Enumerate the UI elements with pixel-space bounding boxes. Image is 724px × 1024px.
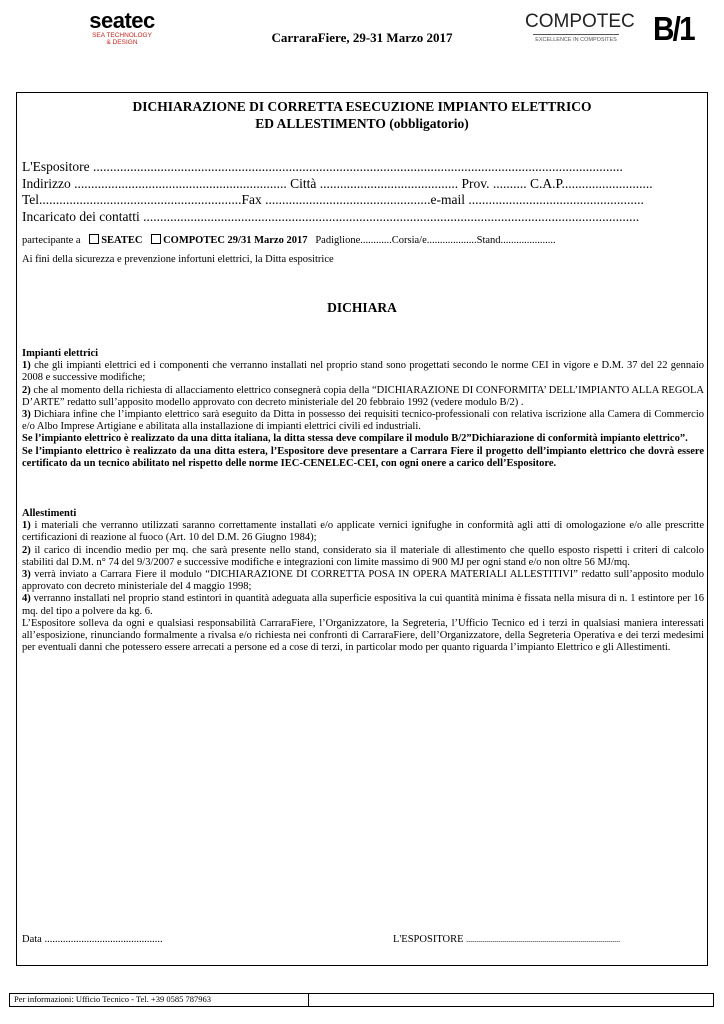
compotec-logo bbox=[525, 11, 635, 43]
allestimenti-section bbox=[22, 508, 704, 654]
item-number: 4) bbox=[22, 593, 31, 605]
item-number: 1) bbox=[22, 360, 31, 372]
item-number: 2) bbox=[22, 544, 31, 556]
impianti-foreign-note: Se l’impianto elettrico è realizzato da una ditta estera, l’Espositore deve presentare a Carrara Fiere il progetto dell’impianto elettrico che dovrà essere certificato da un tecnico abilitato nel rispetto delle norme IEC-CENELEC-CEI, con ogni onere a carico dell’Espositore. bbox=[22, 445, 704, 469]
seatec-logo-text: seatec bbox=[89, 8, 155, 33]
item-text: il carico di incendio medio per mq. che sarà presente nello stand, considerato sia il materiale di allestimento che quello esposto rispetti i criteri di calcolo stabiliti dal D.M. n° 74 del 9/3/2007 e successive modifiche e integrazioni con limite massimo di 900 MJ per ogni stand e/o non oltre 56 MJ/mq. bbox=[22, 544, 704, 568]
document-title bbox=[16, 98, 708, 132]
indirizzo-field[interactable]: Indirizzo ............................................................... Città ......................................... Prov. .......... C.A.P........................... bbox=[22, 176, 653, 191]
document-title-line2: ED ALLESTIMENTO (obbligatorio) bbox=[255, 116, 469, 131]
seatec-checkbox[interactable] bbox=[89, 234, 99, 244]
allestimenti-heading: Allestimenti bbox=[22, 508, 77, 519]
item-number: 3) bbox=[22, 409, 31, 421]
incaricato-field[interactable]: Incaricato dei contatti ................................................................................................................................................... bbox=[22, 209, 640, 224]
document-title-line1: DICHIARAZIONE DI CORRETTA ESECUZIONE IMPIANTO ELETTRICO bbox=[132, 99, 592, 114]
impianti-section bbox=[22, 348, 704, 470]
item-text: verrà inviato a Carrara Fiere il modulo “DICHIARAZIONE DI CORRETTA POSA IN OPERA MATERIALI ALLESTITIVI” redatto sull’apposito modulo approvato con decreto ministeriale del 4 maggio 1998; bbox=[22, 569, 704, 593]
liability-clause: L’Espositore solleva da ogni e qualsiasi responsabilità CarraraFiere, l’Organizzatore, la Segreteria, l’Ufficio Tecnico ed i terzi in qualsiasi maniera interessati all’esposizione, rinunciando formalmente a rivalsa e/o richiesta nei confronti di CarraraFiere, dell’Organizzatore, della Segreteria Operativa e dei terzi medesimi per eventuali danni che potessero essere arrecati a persone ed a cose di terzi, in particolar modo per quanto riguarda l’impianto Elettrico e gli Allestimenti. bbox=[22, 617, 704, 654]
contact-info: Per informazioni: Ufficio Tecnico - Tel. +39 0585 787963 bbox=[14, 994, 211, 1004]
compotec-tagline: EXCELLENCE IN COMPOSITES bbox=[533, 34, 619, 43]
impianti-item-3 bbox=[22, 409, 704, 433]
item-number: 1) bbox=[22, 520, 31, 532]
partecipante-row bbox=[22, 234, 556, 246]
info-box-divider bbox=[308, 993, 309, 1007]
event-title: CarraraFiere, 29-31 Marzo 2017 bbox=[271, 30, 453, 45]
compotec-checkbox[interactable] bbox=[151, 234, 161, 244]
tel-fax-email-field[interactable]: Tel............................................................Fax .................................................e-mail .................................................... bbox=[22, 192, 644, 207]
partecipante-label: partecipante a bbox=[22, 235, 81, 246]
espositore-signature-line[interactable]: ............................................................................. bbox=[466, 935, 621, 944]
compotec-logo-text: COMPOTEC bbox=[525, 11, 635, 32]
allestimenti-item-2 bbox=[22, 545, 704, 569]
allestimenti-item-3 bbox=[22, 569, 704, 593]
seatec-tagline-1: SEA TECHNOLOGY bbox=[92, 32, 152, 39]
impianti-heading: Impianti elettrici bbox=[22, 348, 99, 359]
seatec-tagline-2: & DESIGN bbox=[106, 39, 138, 46]
stand-location-field[interactable]: Padiglione............Corsia/e...................Stand..................... bbox=[315, 235, 556, 246]
module-code-logo: B/1 bbox=[653, 10, 694, 47]
item-text: Dichiara infine che l’impianto elettrico sarà eseguito da Ditta in possesso dei requisiti tecnico-professionali con relativa iscrizione alla Camera di Commercio e/o Albo Imprese Artigiane e abilitata alla installazione di impianti elettrici civili ed industriali. bbox=[22, 409, 704, 433]
item-number: 2) bbox=[22, 384, 31, 396]
signature-area bbox=[393, 934, 620, 945]
item-text: che gli impianti elettrici ed i componenti che verranno installati nel proprio stand sono progettati secondo le norme CEI in vigore e D.M. 37 del 22 gennaio 2008 e successive modifiche; bbox=[22, 360, 704, 384]
item-text: i materiali che verranno utilizzati saranno correttamente installati e/o applicate vernici ignifughe in conformità agli atti di omologazione e/o alle prescritte certificazioni di reazione al fuoco (Art. 10 del D.M. 26 Giugno 1984); bbox=[22, 520, 704, 544]
impianti-item-1 bbox=[22, 360, 704, 384]
intro-text: Ai fini della sicurezza e prevenzione infortuni elettrici, la Ditta espositrice bbox=[22, 254, 334, 265]
espositore-signature-label: L'ESPOSITORE bbox=[393, 934, 464, 945]
seatec-option-label: SEATEC bbox=[101, 235, 143, 246]
item-text: verranno installati nel proprio stand estintori in quantità adeguata alla superficie espositiva la cui quantità minima è fissata nella misura di n. 1 estintore per 16 mq. del tipo a polvere da kg. 6. bbox=[22, 593, 704, 617]
item-number: 3) bbox=[22, 569, 31, 581]
espositore-field[interactable]: L'Espositore ............................................................................................................................................................. bbox=[22, 159, 623, 174]
dichiara-heading: DICHIARA bbox=[327, 300, 397, 315]
item-text: che al momento della richiesta di allacciamento elettrico consegnerà copia della “DICHIARAZIONE DI CONFORMITA’ DELL’IMPIANTO ALLA REGOLA D’ARTE” redatto sull’apposito modello approvato con decreto ministeriale del 20 febbraio 1992 (vedere modulo B/2) . bbox=[22, 384, 704, 408]
impianti-italian-note: Se l’impianto elettrico è realizzato da una ditta italiana, la ditta stessa deve compilare il modulo B/2”Dichiarazione di conformità impianto elettrico”. bbox=[22, 433, 688, 445]
compotec-option-label: COMPOTEC 29/31 Marzo 2017 bbox=[163, 235, 308, 246]
impianti-item-2 bbox=[22, 385, 704, 409]
allestimenti-item-4 bbox=[22, 593, 704, 617]
allestimenti-item-1 bbox=[22, 520, 704, 544]
date-field[interactable]: Data ............................................. bbox=[22, 934, 163, 945]
